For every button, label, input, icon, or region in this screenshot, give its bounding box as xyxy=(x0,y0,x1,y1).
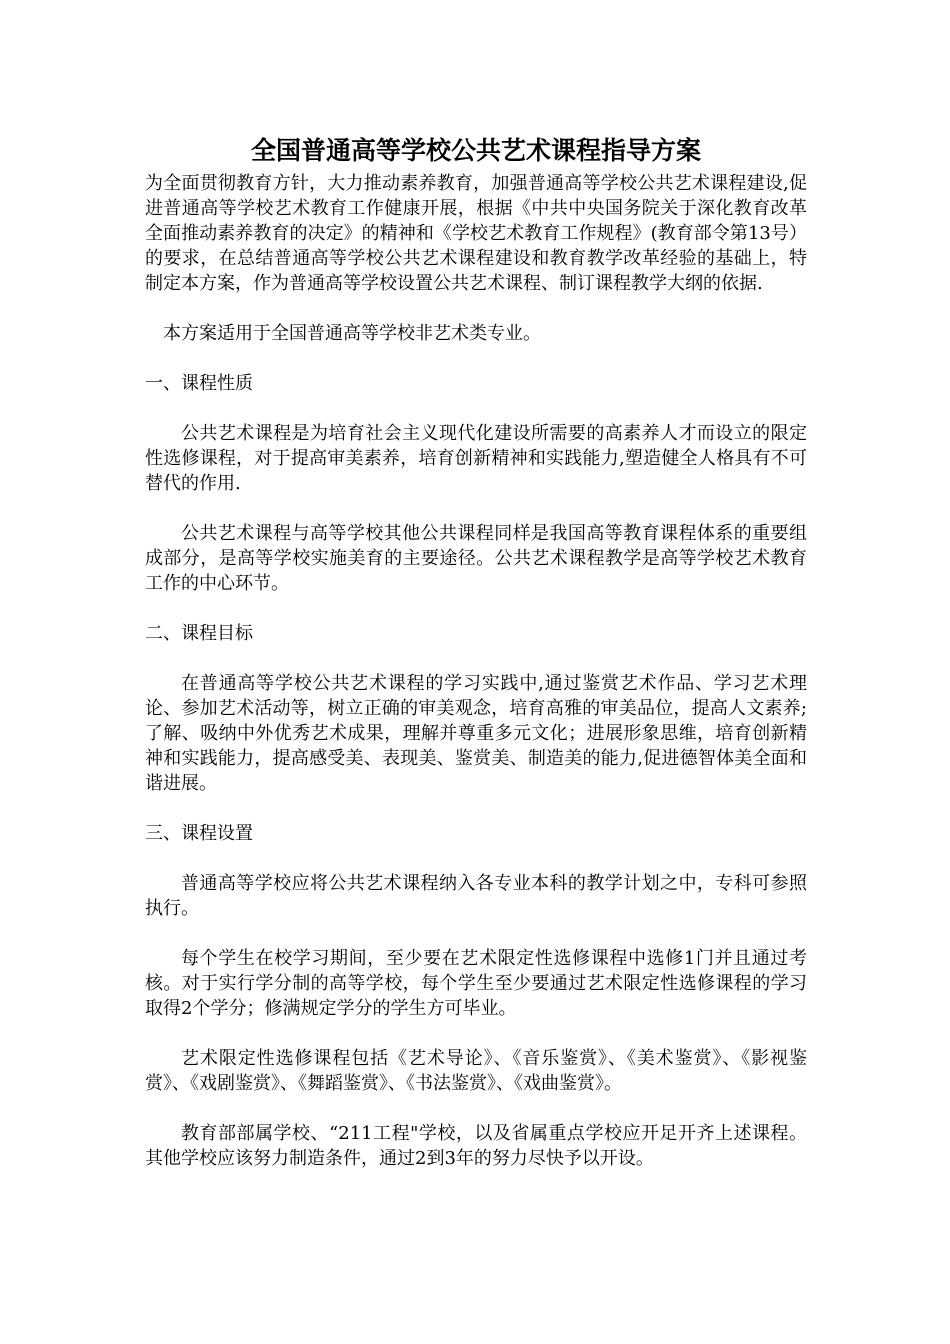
section-paragraph: 普通高等学校应将公共艺术课程纳入各专业本科的教学计划之中，专科可参照执行。 xyxy=(145,873,807,919)
intro-paragraph: 为全面贯彻教育方针，大力推动素养教育，加强普通高等学校公共艺术课程建设,促进普通高等学校艺术教育工作健康开展，根据《中共中央国务院关于深化教育改革全面推动素养教育的决定》的精神和《学校艺术教育工作规程》(教育部令第13号）的要求，在总结普通高等学校公共艺术课程建设和教育教学改革经验的基础上，特制定本方案，作为普通高等学校设置公共艺术课程、制订课程教学大纲的依据. xyxy=(145,173,807,294)
document-title: 全国普通高等学校公共艺术课程指导方案 xyxy=(250,136,701,165)
section-paragraph: 教育部部属学校、“211工程"学校，以及省属重点学校应开足开齐上述课程。其他学校应该努力制造条件，通过2到3年的努力尽快予以开设。 xyxy=(145,1123,807,1169)
section-paragraph: 艺术限定性选修课程包括《艺术导论》、《音乐鉴赏》、《美术鉴赏》、《影视鉴赏》、《戏剧鉴赏》、《舞蹈鉴赏》、《书法鉴赏》、《戏曲鉴赏》。 xyxy=(145,1048,807,1094)
scope-paragraph: 本方案适用于全国普通高等学校非艺术类专业。 xyxy=(163,323,541,344)
section-heading-course-goals: 二、课程目标 xyxy=(145,623,253,644)
section-paragraph: 公共艺术课程与高等学校其他公共课程同样是我国高等教育课程体系的重要组成部分，是高等学校实施美育的主要途径。公共艺术课程教学是高等学校艺术教育工作的中心环节。 xyxy=(145,523,807,594)
document-body xyxy=(145,132,807,1196)
section-heading-course-nature: 一、课程性质 xyxy=(145,373,253,394)
section-paragraph: 公共艺术课程是为培育社会主义现代化建设所需要的高素养人才而设立的限定性选修课程，对于提高审美素养，培育创新精神和实践能力,塑造健全人格具有不可替代的作用. xyxy=(145,423,807,494)
section-paragraph: 每个学生在校学习期间，至少要在艺术限定性选修课程中选修1门并且通过考核。对于实行学分制的高等学校，每个学生至少要通过艺术限定性选修课程的学习取得2个学分；修满规定学分的学生方可毕业。 xyxy=(145,948,807,1019)
section-heading-course-setup: 三、课程设置 xyxy=(145,823,253,844)
section-paragraph: 在普通高等学校公共艺术课程的学习实践中,通过鉴赏艺术作品、学习艺术理论、参加艺术活动等，树立正确的审美观念，培育高雅的审美品位，提高人文素养;了解、吸纳中外优秀艺术成果，理解并尊重多元文化；进展形象思维，培育创新精神和实践能力，提高感受美、表现美、鉴赏美、制造美的能力,促进德智体美全面和谐进展。 xyxy=(145,673,807,794)
